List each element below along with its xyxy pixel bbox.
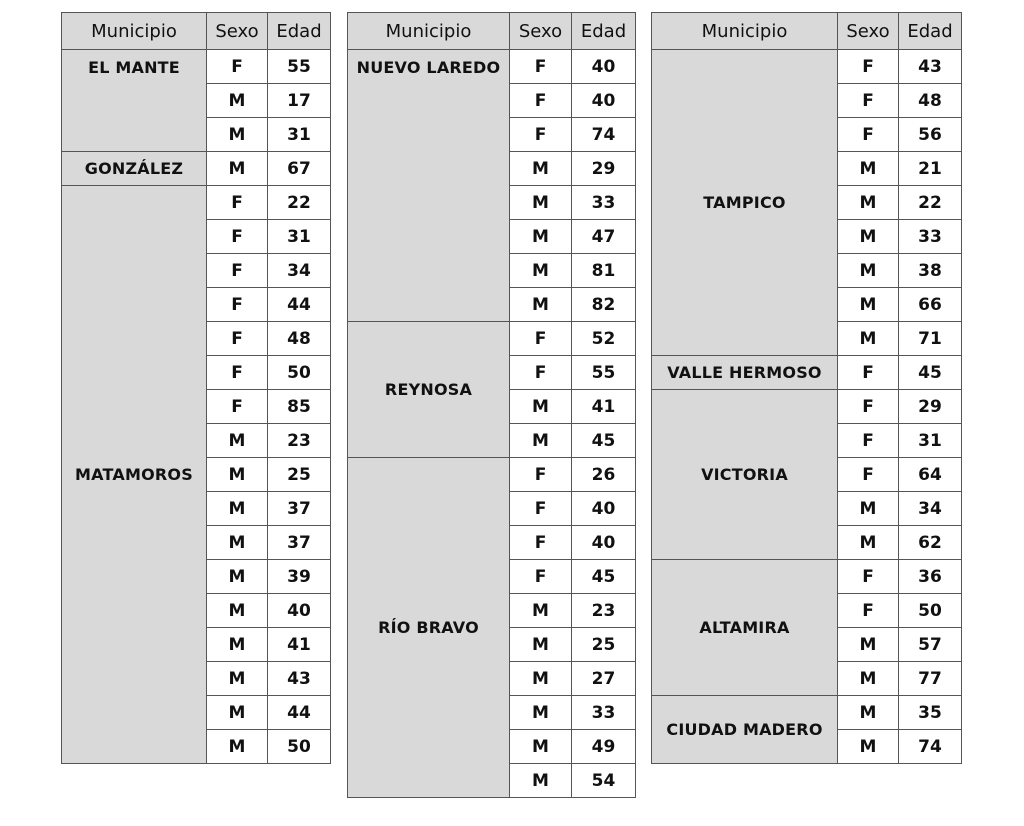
edad-cell: 35 [899, 696, 962, 730]
edad-cell: 52 [572, 322, 636, 356]
table-row [62, 152, 331, 186]
edad-cell: 31 [268, 118, 331, 152]
table-row [348, 458, 636, 492]
sexo-cell: M [207, 424, 268, 458]
sexo-cell: F [510, 526, 572, 560]
edad-cell: 36 [899, 560, 962, 594]
sexo-cell: M [838, 254, 899, 288]
sexo-cell: F [207, 390, 268, 424]
sexo-cell: F [207, 186, 268, 220]
municipio-cell [348, 322, 510, 458]
sexo-cell: F [510, 560, 572, 594]
sexo-cell: M [510, 254, 572, 288]
sexo-cell: M [838, 152, 899, 186]
edad-cell: 27 [572, 662, 636, 696]
sexo-cell: F [838, 594, 899, 628]
sexo-cell: F [838, 356, 899, 390]
sexo-cell: F [510, 84, 572, 118]
sexo-cell: M [838, 186, 899, 220]
municipio-name: RÍO BRAVO [378, 617, 479, 637]
edad-cell: 26 [572, 458, 636, 492]
edad-cell: 55 [572, 356, 636, 390]
header-edad: Edad [899, 13, 962, 50]
sexo-cell: M [510, 696, 572, 730]
sexo-cell: F [838, 84, 899, 118]
edad-cell: 17 [268, 84, 331, 118]
edad-cell: 82 [572, 288, 636, 322]
table-row [652, 50, 962, 84]
edad-cell: 45 [899, 356, 962, 390]
edad-cell: 23 [268, 424, 331, 458]
edad-cell: 40 [572, 50, 636, 84]
edad-cell: 55 [268, 50, 331, 84]
edad-cell: 66 [899, 288, 962, 322]
sexo-cell: M [510, 288, 572, 322]
table-row [62, 50, 331, 84]
edad-cell: 33 [899, 220, 962, 254]
edad-cell: 43 [899, 50, 962, 84]
municipio-name: NUEVO LAREDO [356, 58, 501, 77]
edad-cell: 41 [268, 628, 331, 662]
table-row [348, 50, 636, 84]
edad-cell: 71 [899, 322, 962, 356]
edad-cell: 54 [572, 764, 636, 798]
table-row [652, 696, 962, 730]
table-body [348, 50, 636, 798]
edad-cell: 45 [572, 560, 636, 594]
table-2 [347, 12, 636, 798]
sexo-cell: M [838, 628, 899, 662]
edad-cell: 56 [899, 118, 962, 152]
sexo-cell: M [207, 730, 268, 764]
municipio-name: VALLE HERMOSO [667, 362, 822, 382]
sexo-cell: M [510, 152, 572, 186]
sexo-cell: F [510, 50, 572, 84]
edad-cell: 44 [268, 288, 331, 322]
table-body [62, 50, 331, 764]
edad-cell: 50 [268, 730, 331, 764]
header-row [652, 13, 962, 50]
edad-cell: 23 [572, 594, 636, 628]
sexo-cell: M [207, 84, 268, 118]
sexo-cell: M [838, 288, 899, 322]
sexo-cell: M [207, 628, 268, 662]
sexo-cell: M [207, 492, 268, 526]
edad-cell: 31 [268, 220, 331, 254]
edad-cell: 34 [268, 254, 331, 288]
sexo-cell: F [510, 118, 572, 152]
edad-cell: 21 [899, 152, 962, 186]
sexo-cell: M [510, 220, 572, 254]
edad-cell: 25 [268, 458, 331, 492]
sexo-cell: M [510, 764, 572, 798]
edad-cell: 43 [268, 662, 331, 696]
sexo-cell: M [510, 628, 572, 662]
edad-cell: 67 [268, 152, 331, 186]
edad-cell: 77 [899, 662, 962, 696]
sexo-cell: F [207, 288, 268, 322]
sexo-cell: F [510, 458, 572, 492]
municipio-name: GONZÁLEZ [84, 158, 184, 178]
municipio-cell [348, 458, 510, 798]
edad-cell: 57 [899, 628, 962, 662]
edad-cell: 25 [572, 628, 636, 662]
municipio-name: TAMPICO [703, 192, 786, 212]
sexo-cell: F [510, 492, 572, 526]
sexo-cell: M [838, 322, 899, 356]
municipio-cell [652, 696, 838, 764]
edad-cell: 62 [899, 526, 962, 560]
municipio-cell [652, 356, 838, 390]
header-sexo: Sexo [510, 13, 572, 50]
table-row [652, 560, 962, 594]
sexo-cell: F [838, 424, 899, 458]
edad-cell: 48 [899, 84, 962, 118]
sexo-cell: M [510, 662, 572, 696]
table-3 [651, 12, 962, 764]
municipio-cell [62, 186, 207, 764]
sexo-cell: M [207, 696, 268, 730]
edad-cell: 33 [572, 186, 636, 220]
sexo-cell: M [207, 594, 268, 628]
edad-cell: 81 [572, 254, 636, 288]
sexo-cell: M [838, 492, 899, 526]
sexo-cell: F [838, 458, 899, 492]
municipio-cell [652, 560, 838, 696]
sexo-cell: F [207, 254, 268, 288]
edad-cell: 39 [268, 560, 331, 594]
table-row [652, 390, 962, 424]
edad-cell: 40 [572, 526, 636, 560]
edad-cell: 22 [268, 186, 331, 220]
edad-cell: 40 [572, 492, 636, 526]
edad-cell: 50 [899, 594, 962, 628]
header-row [348, 13, 636, 50]
header-edad: Edad [268, 13, 331, 50]
sexo-cell: F [838, 390, 899, 424]
edad-cell: 40 [268, 594, 331, 628]
header-municipio: Municipio [652, 13, 838, 50]
table-row [62, 186, 331, 220]
sexo-cell: M [207, 560, 268, 594]
sexo-cell: F [838, 118, 899, 152]
sexo-cell: M [207, 662, 268, 696]
sexo-cell: M [838, 526, 899, 560]
edad-cell: 44 [268, 696, 331, 730]
sexo-cell: M [838, 220, 899, 254]
table-body [652, 50, 962, 764]
header-municipio: Municipio [62, 13, 207, 50]
header-sexo: Sexo [207, 13, 268, 50]
sexo-cell: F [838, 50, 899, 84]
sexo-cell: M [510, 390, 572, 424]
edad-cell: 49 [572, 730, 636, 764]
edad-cell: 45 [572, 424, 636, 458]
sexo-cell: F [207, 356, 268, 390]
edad-cell: 41 [572, 390, 636, 424]
sexo-cell: M [207, 458, 268, 492]
municipio-cell [62, 152, 207, 186]
sexo-cell: M [510, 186, 572, 220]
edad-cell: 31 [899, 424, 962, 458]
sexo-cell: M [207, 118, 268, 152]
edad-cell: 48 [268, 322, 331, 356]
edad-cell: 64 [899, 458, 962, 492]
municipio-name: EL MANTE [88, 58, 180, 77]
sexo-cell: F [207, 50, 268, 84]
municipio-name: CIUDAD MADERO [666, 719, 823, 739]
edad-cell: 85 [268, 390, 331, 424]
edad-cell: 29 [899, 390, 962, 424]
sexo-cell: M [510, 594, 572, 628]
sexo-cell: F [838, 560, 899, 594]
table-row [652, 356, 962, 390]
edad-cell: 34 [899, 492, 962, 526]
header-row [62, 13, 331, 50]
header-municipio: Municipio [348, 13, 510, 50]
municipio-cell [652, 390, 838, 560]
sexo-cell: M [510, 730, 572, 764]
header-edad: Edad [572, 13, 636, 50]
header-sexo: Sexo [838, 13, 899, 50]
municipio-name: MATAMOROS [75, 464, 193, 484]
table-row [348, 322, 636, 356]
edad-cell: 40 [572, 84, 636, 118]
sexo-cell: M [838, 730, 899, 764]
edad-cell: 37 [268, 526, 331, 560]
sexo-cell: F [510, 356, 572, 390]
sexo-cell: M [510, 424, 572, 458]
edad-cell: 22 [899, 186, 962, 220]
sexo-cell: M [207, 526, 268, 560]
edad-cell: 38 [899, 254, 962, 288]
sexo-cell: F [207, 322, 268, 356]
edad-cell: 74 [899, 730, 962, 764]
municipio-name: REYNOSA [384, 379, 473, 399]
sexo-cell: M [838, 662, 899, 696]
municipio-name: ALTAMIRA [699, 617, 790, 637]
sexo-cell: M [207, 152, 268, 186]
table-1 [61, 12, 331, 764]
edad-cell: 37 [268, 492, 331, 526]
edad-cell: 29 [572, 152, 636, 186]
edad-cell: 50 [268, 356, 331, 390]
edad-cell: 33 [572, 696, 636, 730]
edad-cell: 47 [572, 220, 636, 254]
sexo-cell: F [510, 322, 572, 356]
sexo-cell: M [838, 696, 899, 730]
sexo-cell: F [207, 220, 268, 254]
municipio-name: VICTORIA [701, 464, 788, 484]
municipio-cell [652, 50, 838, 356]
municipio-cell [348, 50, 510, 322]
municipio-cell [62, 50, 207, 152]
edad-cell: 74 [572, 118, 636, 152]
